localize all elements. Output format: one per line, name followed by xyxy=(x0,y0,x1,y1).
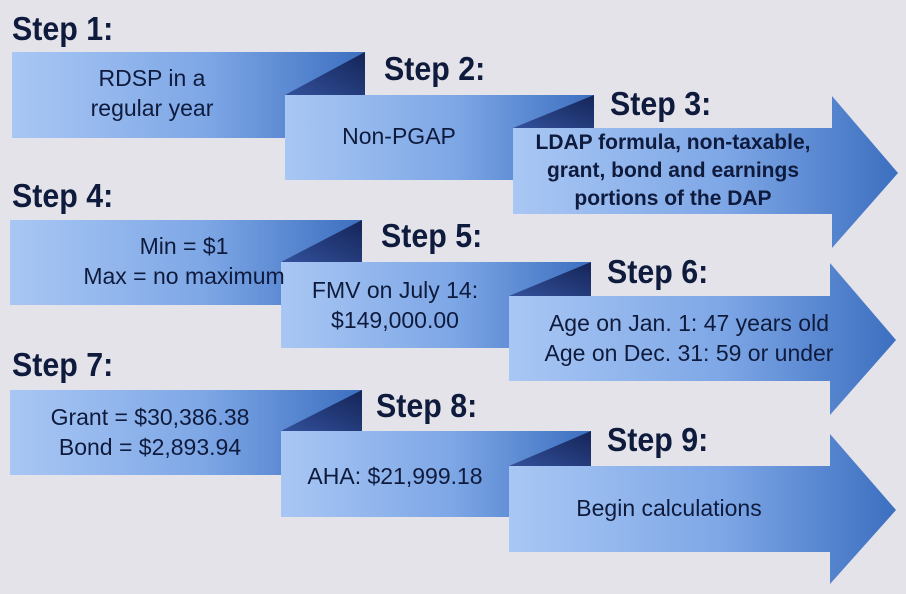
step-6-title: Step 6: xyxy=(607,253,709,290)
step-2-title: Step 2: xyxy=(384,50,486,87)
step-5-text: FMV on July 14: $149,000.00 xyxy=(311,277,479,333)
step-9-title: Step 9: xyxy=(607,421,709,458)
step-9-text: Begin calculations xyxy=(576,495,762,521)
step-2-text: Non-PGAP xyxy=(342,123,456,149)
step-8-text: AHA: $21,999.18 xyxy=(307,463,483,489)
step-1-title: Step 1: xyxy=(12,10,114,47)
step-6-text: Age on Jan. 1: 47 years old Age on Dec. 31: 59 or under xyxy=(544,310,834,366)
step-1-text: RDSP in a regular year xyxy=(90,65,214,121)
step-7-title: Step 7: xyxy=(12,346,114,383)
step-8-title: Step 8: xyxy=(376,387,478,424)
step-5-title: Step 5: xyxy=(381,217,483,254)
step-4-text: Min = $1 Max = no maximum xyxy=(83,233,285,289)
step-7-text: Grant = $30,386.38 Bond = $2,893.94 xyxy=(50,404,250,460)
step-3-title: Step 3: xyxy=(610,85,712,122)
step-4-title: Step 4: xyxy=(12,177,114,214)
step-3-text: LDAP formula, non-taxable, grant, bond and earnings portions of the DAP xyxy=(535,131,811,210)
